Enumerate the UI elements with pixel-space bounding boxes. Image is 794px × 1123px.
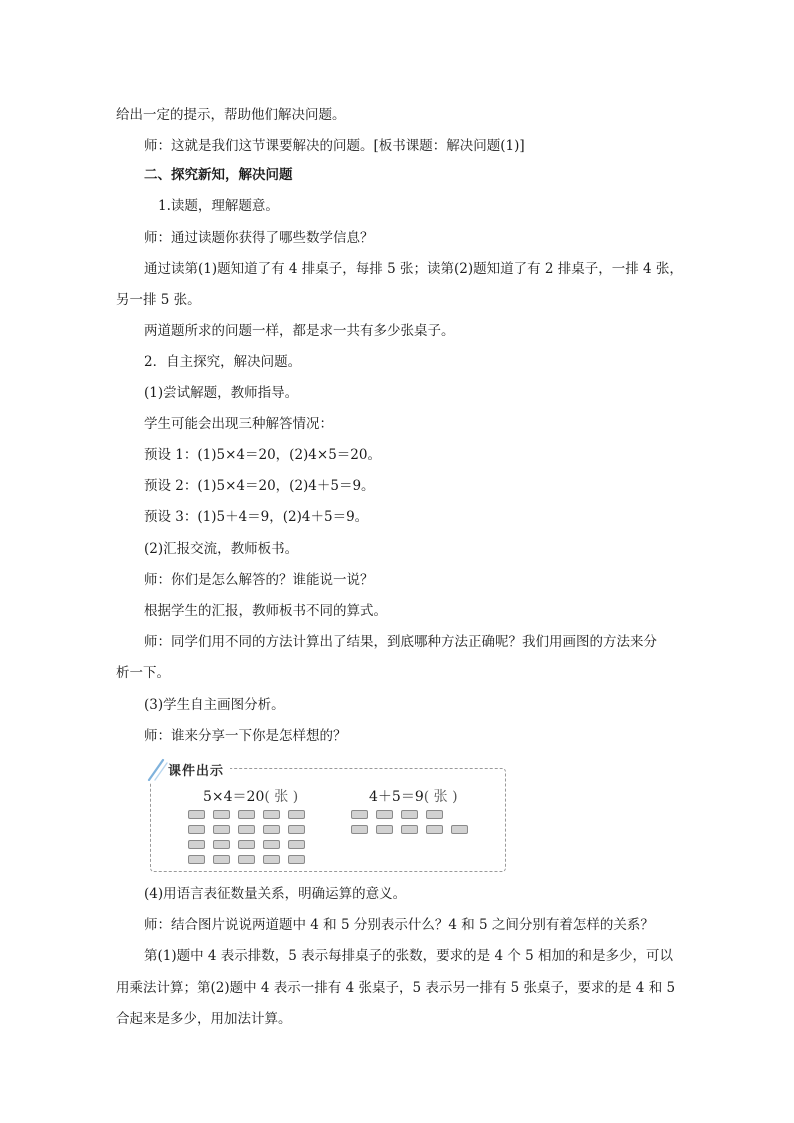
desk-icon — [451, 825, 468, 834]
courseware-label: 课件出示 — [168, 763, 225, 779]
desk-icon — [213, 825, 230, 834]
text-line-20: (3)学生自主画图分析。 — [144, 697, 285, 713]
right-formula — [369, 786, 458, 806]
section-heading: 二、探究新知，解决问题 — [144, 167, 293, 183]
desk-icon — [188, 810, 205, 819]
text-line-26: 合起来是多少，用加法计算。 — [116, 1011, 292, 1027]
desk-icon — [351, 810, 368, 819]
desk-icon — [263, 855, 280, 864]
slash-accent-icon — [146, 757, 170, 781]
right-formula-text: 4＋5＝9 — [369, 789, 424, 805]
desk-icon — [401, 825, 418, 834]
text-line-2: 师：这就是我们这节课要解决的问题。[板书课题：解决问题(1)] — [144, 138, 525, 154]
desk-icon — [213, 840, 230, 849]
text-line-19: 析一下。 — [116, 665, 170, 681]
text-line-22: (4)用语言表征数量关系，明确运算的意义。 — [144, 886, 407, 902]
text-line-16: 师：你们是怎么解答的？谁能说一说？ — [144, 572, 374, 588]
desk-icon — [288, 810, 305, 819]
desk-icon — [376, 825, 393, 834]
desk-icon — [288, 825, 305, 834]
desk-icon — [238, 855, 255, 864]
desk-icon — [351, 825, 368, 834]
desk-icon — [213, 855, 230, 864]
desk-icon — [376, 810, 393, 819]
text-line-6: 通过读第(1)题知道了有 4 排桌子，每排 5 张；读第(2)题知道了有 2 排桌子，一排 4 张， — [144, 261, 683, 277]
text-line-23: 师：结合图片说说两道题中 4 和 5 分别表示什么？4 和 5 之间分别有着怎样的关系？ — [144, 917, 654, 933]
desk-icon — [238, 810, 255, 819]
text-line-14: 预设 3：(1)5＋4＝9，(2)4＋5＝9。 — [144, 509, 369, 525]
desk-icon — [263, 810, 280, 819]
text-line-8: 两道题所求的问题一样，都是求一共有多少张桌子。 — [144, 323, 455, 339]
text-line-1: 给出一定的提示，帮助他们解决问题。 — [116, 107, 346, 123]
desk-icon — [188, 840, 205, 849]
desk-icon — [426, 810, 443, 819]
desk-icon — [426, 825, 443, 834]
text-line-7: 另一排 5 张。 — [116, 292, 201, 308]
text-line-21: 师：谁来分享一下你是怎样想的？ — [144, 728, 347, 744]
desk-icon — [188, 825, 205, 834]
text-line-11: 学生可能会出现三种解答情况： — [144, 416, 333, 432]
text-line-4: 1.读题，理解题意。 — [158, 198, 279, 214]
text-line-9: 2．自主探究，解决问题。 — [144, 354, 302, 370]
desk-icon — [288, 840, 305, 849]
text-line-24: 第(1)题中 4 表示排数，5 表示每排桌子的张数，要求的是 4 个 5 相加的和是多少，可以 — [144, 948, 674, 964]
desk-icon — [238, 840, 255, 849]
text-line-25: 用乘法计算；第(2)题中 4 表示一排有 4 张桌子，5 表示另一排有 5 张桌子，要求的是 4 和 5 — [116, 980, 676, 996]
desk-icon — [188, 855, 205, 864]
desk-icon — [238, 825, 255, 834]
text-line-15: (2)汇报交流，教师板书。 — [144, 541, 299, 557]
text-line-17: 根据学生的汇报，教师板书不同的算式。 — [144, 603, 387, 619]
left-formula-text: 5×4＝20 — [203, 789, 265, 805]
desk-icon — [263, 840, 280, 849]
text-line-12: 预设 1：(1)5×4＝20，(2)4×5＝20。 — [144, 447, 381, 463]
courseware-label-group — [146, 756, 230, 782]
right-formula-unit: ( 张 ) — [423, 789, 458, 805]
left-formula — [203, 786, 298, 806]
desk-icon — [288, 855, 305, 864]
text-line-13: 预设 2：(1)5×4＝20，(2)4＋5＝9。 — [144, 478, 375, 494]
text-line-10: (1)尝试解题，教师指导。 — [144, 385, 299, 401]
left-formula-unit: ( 张 ) — [264, 789, 299, 805]
desk-icon — [263, 825, 280, 834]
text-line-5: 师：通过读题你获得了哪些数学信息？ — [144, 230, 374, 246]
text-line-18: 师：同学们用不同的方法计算出了结果，到底哪种方法正确呢？我们用画图的方法来分 — [144, 634, 657, 650]
desk-icon — [213, 810, 230, 819]
desk-icon — [401, 810, 418, 819]
